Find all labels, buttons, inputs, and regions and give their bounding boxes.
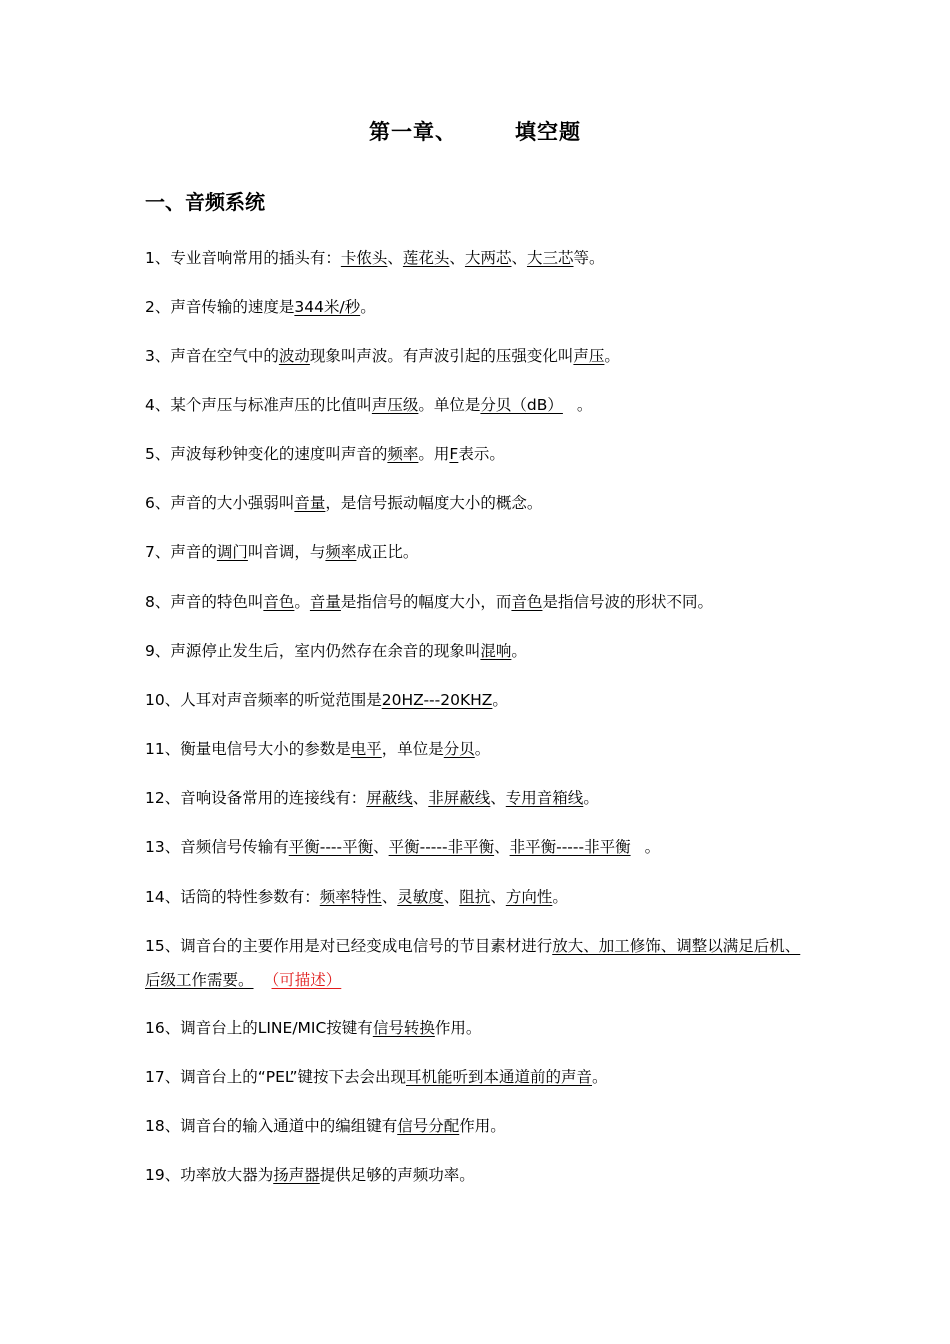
answer: 扬声器 (273, 1166, 320, 1184)
question-18: 18、调音台的输入通道中的编组键有信号分配作用。 (145, 1117, 506, 1135)
answer: 20HZ---20KHZ (381, 691, 493, 709)
answer: 调门 (216, 543, 248, 561)
question-12: 12、音响设备常用的连接线有：屏蔽线、非屏蔽线、专用音箱线。 (145, 789, 599, 807)
answer: 大三芯 (526, 249, 574, 267)
answer: 大两芯 (464, 249, 512, 267)
answer: 电平 (350, 740, 382, 758)
question-1: 1、专业音响常用的插头有：卡侬头、莲花头、大两芯、大三芯等。 (145, 249, 605, 267)
answer: 放大、加工修饰、调整以满足后机、后级工作需要。 (145, 937, 801, 989)
answer: 灵敏度 (397, 888, 444, 906)
question-4: 4、某个声压与标准声压的比值叫声压级。单位是分贝（dB） 。 (145, 396, 593, 414)
chapter-title-part1: 第一章、 (369, 120, 457, 144)
question-3: 3、声音在空气中的波动现象叫声波。有声波引起的压强变化叫声压。 (145, 347, 620, 365)
answer: 屏蔽线 (366, 789, 413, 807)
answer: 频率 (387, 445, 419, 463)
chapter-title-part2: 填空题 (515, 120, 581, 144)
answer: 专用音箱线 (505, 789, 584, 807)
answer: 频率特性 (319, 888, 382, 906)
question-9: 9、声源停止发生后，室内仍然存在余音的现象叫混响。 (145, 642, 527, 660)
answer: 分贝（dB） (480, 396, 563, 414)
answer: F (449, 445, 459, 463)
answer: 信号转换 (372, 1019, 435, 1037)
answer: 耳机能听到本通道前的声音 (406, 1068, 593, 1086)
chapter-title (0, 116, 950, 146)
answer: 声压级 (371, 396, 419, 414)
answer: 音量 (309, 593, 341, 611)
section-title: 一、音频系统 (145, 190, 265, 214)
answer: 卡侬头 (340, 249, 388, 267)
answer: 平衡----平衡 (288, 838, 374, 856)
answer: 非平衡-----非平衡 (509, 838, 631, 856)
question-10: 10、人耳对声音频率的听觉范围是20HZ---20KHZ。 (145, 691, 508, 709)
question-7: 7、声音的调门叫音调，与频率成正比。 (145, 543, 419, 561)
question-19: 19、功率放大器为扬声器提供足够的声频功率。 (145, 1166, 475, 1184)
answer: 频率 (325, 543, 357, 561)
answer: 声压 (573, 347, 605, 365)
answer: 混响 (480, 642, 512, 660)
note-describe: （可描述） (271, 971, 342, 989)
answer: 音色 (511, 593, 543, 611)
question-8: 8、声音的特色叫音色。音量是指信号的幅度大小，而音色是指信号波的形状不同。 (145, 593, 713, 611)
answer: 波动 (278, 347, 310, 365)
question-14: 14、话筒的特性参数有：频率特性、灵敏度、阻抗、方向性。 (145, 888, 568, 906)
answer: 音色 (263, 593, 295, 611)
question-6: 6、声音的大小强弱叫音量，是信号振动幅度大小的概念。 (145, 494, 543, 512)
question-13: 13、音频信号传输有平衡----平衡、平衡-----非平衡、非平衡-----非平衡 。 (145, 838, 661, 856)
answer: 信号分配 (397, 1117, 460, 1135)
answer: 平衡-----非平衡 (388, 838, 495, 856)
question-17: 17、调音台上的“PEL”键按下去会出现耳机能听到本通道前的声音。 (145, 1068, 608, 1086)
answer: 莲花头 (402, 249, 450, 267)
question-5: 5、声波每秒钟变化的速度叫声音的频率。用F表示。 (145, 445, 505, 463)
answer: 音量 (294, 494, 326, 512)
question-16: 16、调音台上的LINE/MIC按键有信号转换作用。 (145, 1019, 482, 1037)
question-2: 2、声音传输的速度是344米/秒。 (145, 298, 376, 316)
answer: 分贝 (443, 740, 475, 758)
question-15: 15、调音台的主要作用是对已经变成电信号的节目素材进行放大、加工修饰、调整以满足后机、后级工作需要。 （可描述） (145, 937, 801, 989)
answer: 阻抗 (459, 888, 491, 906)
question-11: 11、衡量电信号大小的参数是电平，单位是分贝。 (145, 740, 491, 758)
answer: 方向性 (505, 888, 553, 906)
answer: 非屏蔽线 (428, 789, 491, 807)
answer: 344米/秒 (294, 298, 361, 316)
